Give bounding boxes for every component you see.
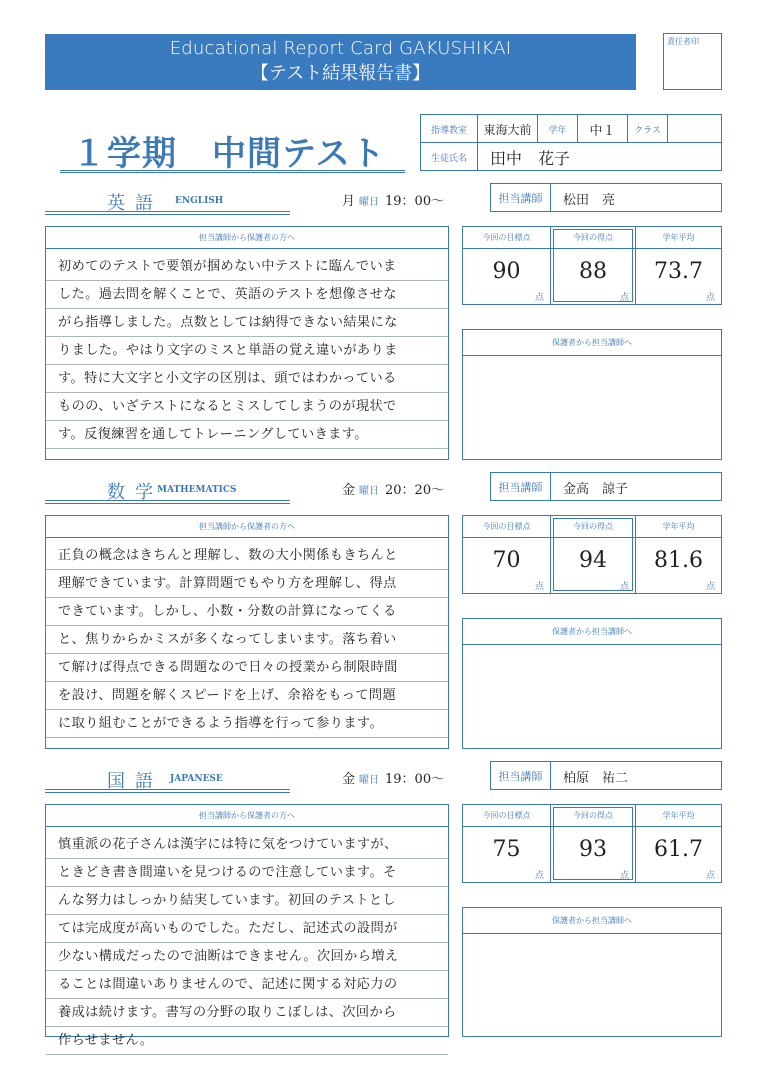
score-table (462, 515, 722, 594)
lesson-time: 19：00～ (385, 772, 445, 787)
lesson-schedule (342, 190, 444, 209)
average-label: 学年平均 (636, 516, 721, 538)
average-column (636, 805, 721, 882)
comment-line: した。過去問を解くことで、英語のテストを想像させな (46, 281, 448, 309)
target-score: 90 (492, 259, 521, 284)
comment-line: できています。しかし、小数・分数の計算になってくる (46, 598, 448, 626)
banner-title-jp: 【テスト結果報告書】 (250, 63, 431, 84)
grade-average: 73.7 (654, 259, 703, 284)
teacher-box (490, 183, 722, 212)
comment-line: 初めてのテストで要領が掴めない中テストに臨んでいま (46, 253, 448, 281)
comment-line: ることは間違いありませんので、記述に関する対応力の (46, 971, 448, 999)
comment-line: す。反復練習を通してトレーニングしていきます。 (46, 421, 448, 449)
teacher-label: 担当講師 (491, 184, 551, 211)
target-column (463, 805, 550, 882)
score-table (462, 804, 722, 883)
unit-label: 点 (619, 871, 629, 881)
class-label: クラス (628, 115, 668, 143)
comment-line: んな努力はしっかり結実しています。初回のテストとし (46, 887, 448, 915)
parent-comment-box[interactable] (462, 907, 722, 1037)
teacher-comment-box (45, 804, 449, 1048)
student-name: 田中 花子 (490, 148, 571, 168)
subject-name-en: MATHEMATICS (157, 485, 237, 495)
average-column (636, 516, 721, 593)
info-row-1 (421, 115, 721, 143)
weekday-label: 曜日 (359, 486, 380, 497)
lesson-day: 金 (342, 483, 356, 498)
unit-label: 点 (705, 293, 715, 303)
teacher-comment-box (45, 226, 449, 460)
banner-title-en: Educational Report Card GAKUSHIKAI (169, 38, 512, 59)
teacher-comment-body (46, 249, 448, 449)
unit-label: 点 (619, 582, 629, 592)
teacher-label: 担当講師 (491, 762, 551, 789)
comment-line: 作らせません。 (46, 1027, 448, 1055)
unit-label: 点 (534, 582, 544, 592)
teacher-comment-header: 担当講師から保護者の方へ (46, 805, 448, 827)
parent-comment-header: 保護者から担当講師へ (463, 330, 721, 356)
target-label: 今回の目標点 (463, 227, 550, 249)
teacher-comment-header: 担当講師から保護者の方へ (46, 516, 448, 538)
target-score: 70 (492, 548, 521, 573)
subject-name-en: ENGLISH (175, 196, 224, 206)
unit-label: 点 (534, 293, 544, 303)
stamp-box (663, 33, 722, 90)
teacher-comment-body (46, 827, 448, 1055)
subject-underline (45, 500, 290, 504)
average-column (636, 227, 721, 304)
report-banner (45, 34, 636, 90)
teacher-comment-box (45, 515, 449, 749)
teacher-box (490, 472, 722, 501)
subject-underline (45, 789, 290, 793)
lesson-time: 19：00～ (385, 194, 445, 209)
parent-comment-header: 保護者から担当講師へ (463, 619, 721, 645)
score-label: 今回の得点 (551, 227, 635, 249)
teacher-name: 金高 諒子 (563, 482, 629, 497)
comment-line: を設け、問題を解くスピードを上げ、余裕をもって問題 (46, 682, 448, 710)
weekday-label: 曜日 (359, 775, 380, 786)
lesson-day: 金 (342, 772, 356, 787)
average-label: 学年平均 (636, 805, 721, 827)
school-label: 指導教室 (421, 115, 478, 143)
target-label: 今回の目標点 (463, 516, 550, 538)
comment-line: ときどき書き間違いを見つけるので注意しています。そ (46, 859, 448, 887)
score-column (550, 516, 636, 593)
lesson-time: 20：20～ (385, 483, 445, 498)
comment-line: ものの、いざテストになるとミスしてしまうのが現状で (46, 393, 448, 421)
teacher-label: 担当講師 (491, 473, 551, 500)
comment-line: 正負の概念はきちんと理解し、数の大小関係もきちんと (46, 542, 448, 570)
grade-average: 81.6 (654, 548, 703, 573)
test-title: １学期 中間テスト (72, 134, 386, 174)
comment-line: て解けば得点できる問題なので日々の授業から制限時間 (46, 654, 448, 682)
score-column (550, 227, 636, 304)
target-column (463, 516, 550, 593)
grade-label: 学年 (538, 115, 578, 143)
info-row-2 (421, 143, 721, 171)
student-info-table (420, 114, 722, 171)
score-label: 今回の得点 (551, 805, 635, 827)
unit-label: 点 (705, 582, 715, 592)
school-value: 東海大前 (478, 115, 538, 143)
grade-average: 61.7 (654, 837, 703, 862)
subject-heading (45, 763, 290, 793)
lesson-schedule (342, 768, 444, 787)
comment-line: 慎重派の花子さんは漢字には特に気をつけていますが、 (46, 831, 448, 859)
student-label: 生徒氏名 (421, 143, 478, 171)
comment-line: 少ない構成だったので油断はできません。次回から増え (46, 943, 448, 971)
subject-heading (45, 185, 290, 215)
teacher-comment-header: 担当講師から保護者の方へ (46, 227, 448, 249)
subject-name: 国語 (107, 771, 163, 792)
subject-underline (45, 211, 290, 215)
comment-line: 養成は続けます。書写の分野の取りこぼしは、次回から (46, 999, 448, 1027)
subject-name-en: JAPANESE (170, 774, 223, 784)
subject-name: 数学 (107, 482, 163, 503)
unit-label: 点 (705, 871, 715, 881)
actual-score: 93 (579, 837, 607, 862)
subject-name: 英語 (107, 193, 163, 214)
parent-comment-header: 保護者から担当講師へ (463, 908, 721, 934)
unit-label: 点 (534, 871, 544, 881)
weekday-label: 曜日 (359, 197, 380, 208)
lesson-schedule (342, 479, 444, 498)
comment-line: がら指導しました。点数としては納得できない結果にな (46, 309, 448, 337)
comment-line: ては完成度が高いものでした。ただし、記述式の設問が (46, 915, 448, 943)
subject-heading (45, 474, 290, 504)
teacher-name: 柏原 祐二 (563, 771, 629, 786)
teacher-comment-body (46, 538, 448, 738)
target-score: 75 (492, 837, 521, 862)
lesson-day: 月 (342, 194, 356, 209)
score-column (550, 805, 636, 882)
title-underline (60, 170, 405, 173)
score-label: 今回の得点 (551, 516, 635, 538)
comment-line: 理解できています。計算問題でもやり方を理解し、得点 (46, 570, 448, 598)
comment-line: りました。やはり文字のミスと単語の覚え違いがありま (46, 337, 448, 365)
parent-comment-box[interactable] (462, 329, 722, 460)
teacher-box (490, 761, 722, 790)
comment-line: と、焦りからかミスが多くなってしまいます。落ち着い (46, 626, 448, 654)
score-table (462, 226, 722, 305)
grade-value: 中１ (578, 115, 628, 143)
actual-score: 94 (579, 548, 607, 573)
parent-comment-box[interactable] (462, 618, 722, 749)
class-value (668, 115, 721, 143)
actual-score: 88 (579, 259, 607, 284)
target-column (463, 227, 550, 304)
unit-label: 点 (619, 293, 629, 303)
comment-line: に取り組むことができるよう指導を行って参ります。 (46, 710, 448, 738)
teacher-name: 松田 亮 (563, 193, 616, 208)
comment-line: す。特に大文字と小文字の区別は、頭ではわかっている (46, 365, 448, 393)
average-label: 学年平均 (636, 227, 721, 249)
target-label: 今回の目標点 (463, 805, 550, 827)
stamp-label: 責任者印 (667, 37, 699, 46)
